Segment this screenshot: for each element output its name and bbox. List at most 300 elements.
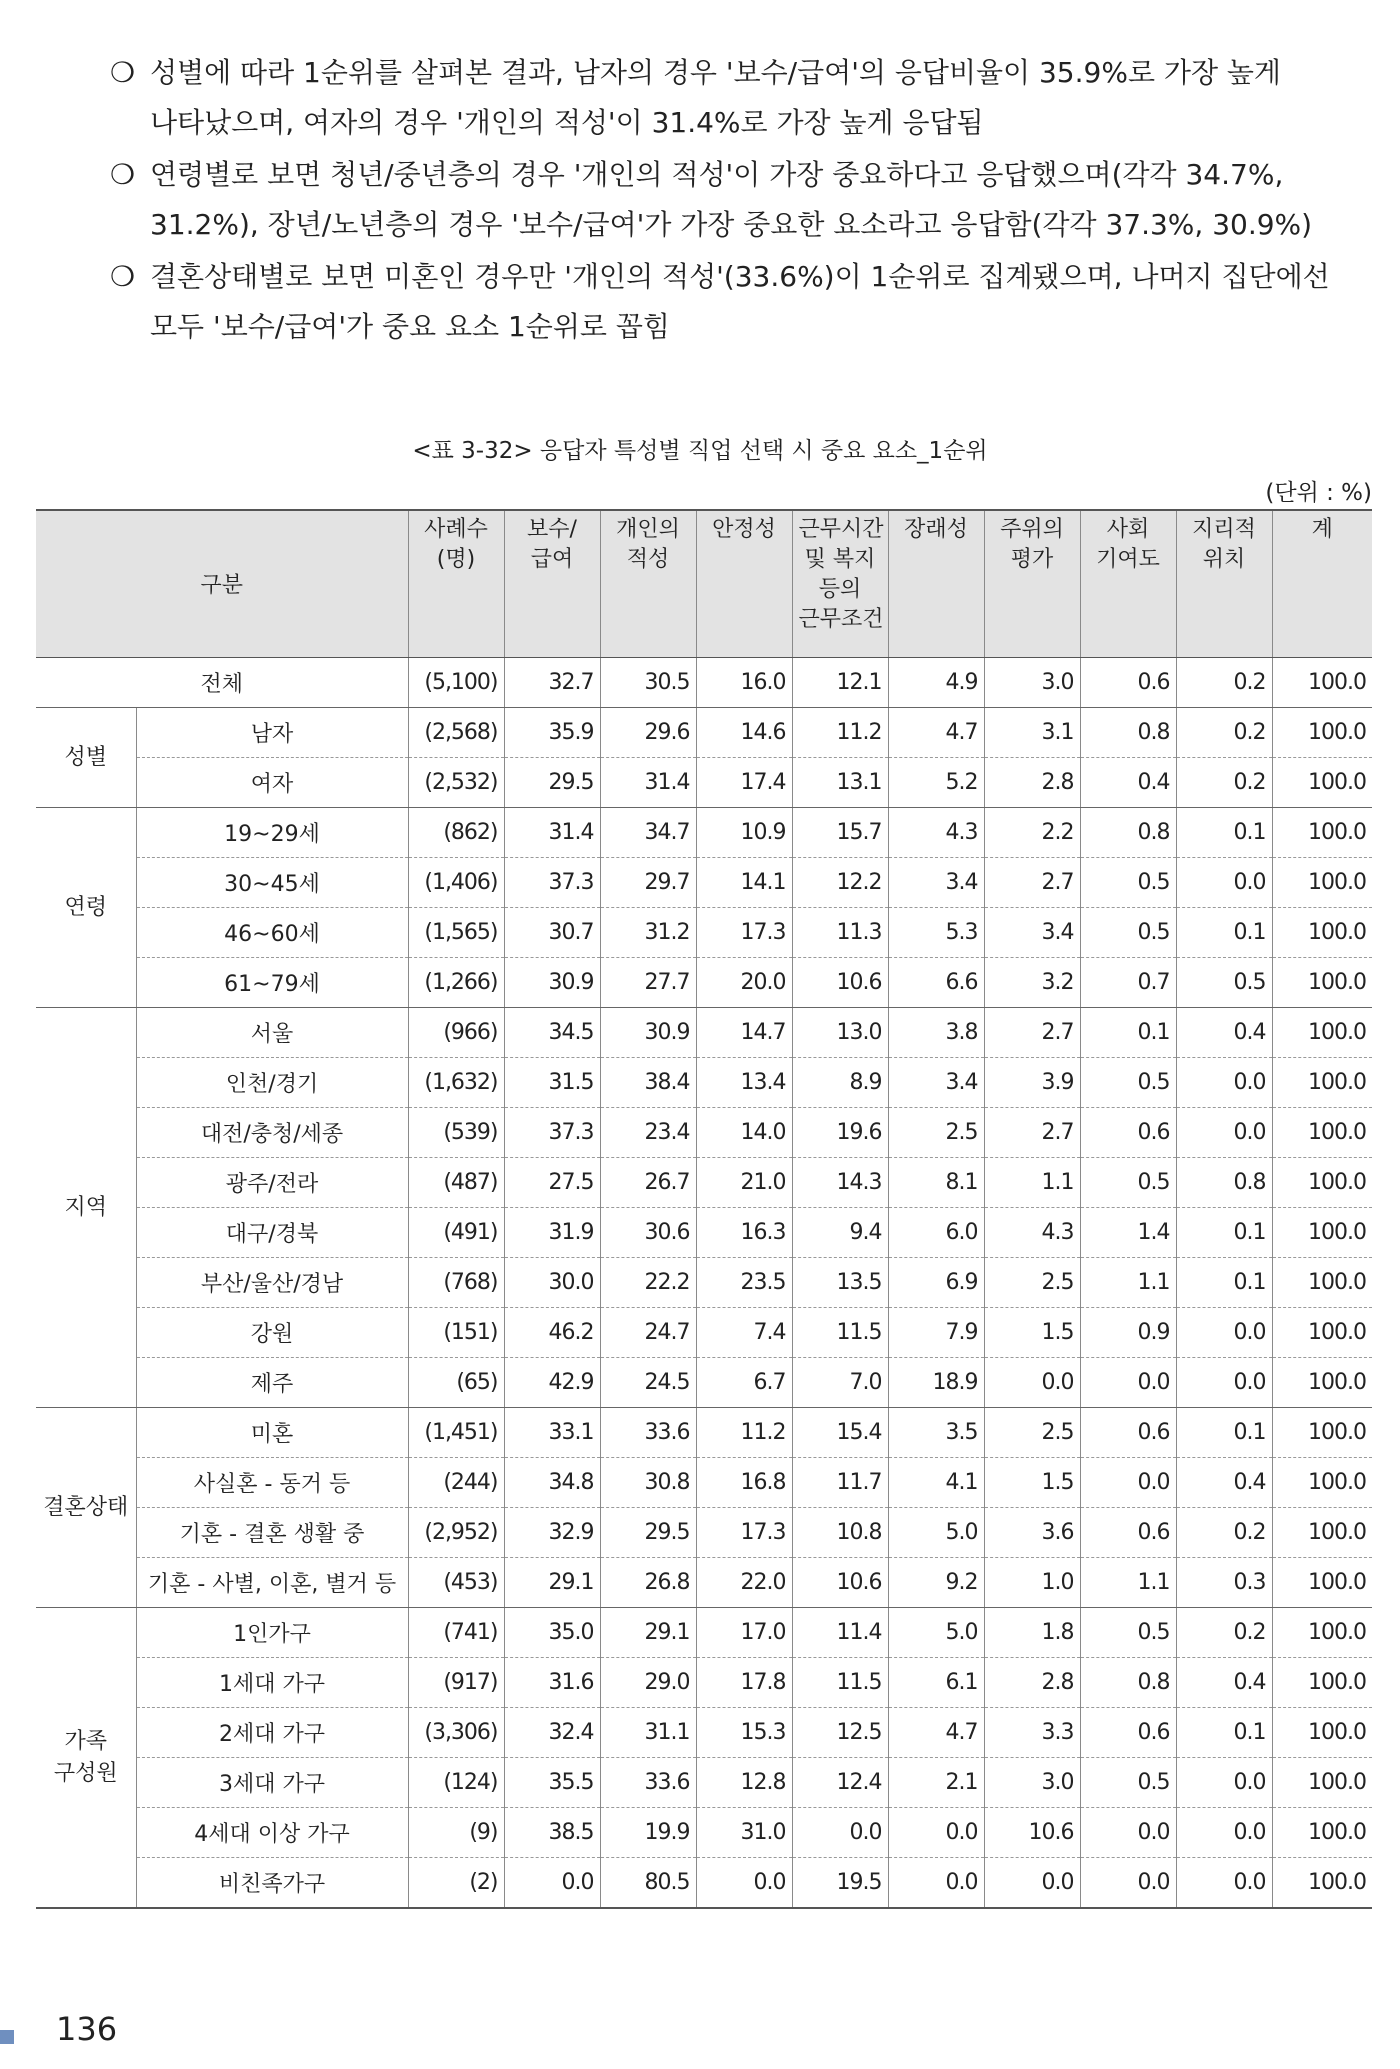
cell-value: 14.6 <box>696 708 792 758</box>
cell-value: 100.0 <box>1272 1258 1372 1308</box>
cell-value: 8.9 <box>792 1058 888 1108</box>
table-row <box>36 1258 1372 1308</box>
row-label: 여자 <box>136 758 408 808</box>
cell-value: 13.1 <box>792 758 888 808</box>
cell-value: 3.4 <box>888 1058 984 1108</box>
group-label-line: 결혼상태 <box>43 1494 129 1520</box>
cell-value: 19.6 <box>792 1108 888 1158</box>
cell-value: 6.9 <box>888 1258 984 1308</box>
cell-value: 3.3 <box>984 1708 1080 1758</box>
cell-value: 100.0 <box>1272 958 1372 1008</box>
cell-value: 0.5 <box>1080 1758 1176 1808</box>
header-stability <box>696 510 792 658</box>
cell-value: 42.9 <box>504 1358 600 1408</box>
row-label: 46~60세 <box>136 908 408 958</box>
cell-value: 9.2 <box>888 1558 984 1608</box>
cell-value: 3.1 <box>984 708 1080 758</box>
cell-value: 2.8 <box>984 1658 1080 1708</box>
cell-value: 100.0 <box>1272 1608 1372 1658</box>
cell-value: 6.7 <box>696 1358 792 1408</box>
table-row <box>36 908 1372 958</box>
table-row <box>36 758 1372 808</box>
cell-value: 0.0 <box>1176 858 1272 908</box>
cell-value: 27.5 <box>504 1158 600 1208</box>
cell-value: 12.2 <box>792 858 888 908</box>
header-line: 안정성 <box>712 517 776 542</box>
cell-value: 1.0 <box>984 1558 1080 1608</box>
cell-value: 34.8 <box>504 1458 600 1508</box>
cell-cases: (124) <box>408 1758 504 1808</box>
header-line: 적성 <box>626 547 670 572</box>
cell-value: 16.0 <box>696 658 792 708</box>
cell-value: 6.6 <box>888 958 984 1008</box>
cell-value: 7.0 <box>792 1358 888 1408</box>
header-contribution <box>1080 510 1176 658</box>
cell-value: 29.1 <box>504 1558 600 1608</box>
cell-value: 3.9 <box>984 1058 1080 1108</box>
cell-value: 0.0 <box>1080 1858 1176 1909</box>
cell-cases: (453) <box>408 1558 504 1608</box>
header-line: (명) <box>436 547 476 572</box>
cell-value: 1.4 <box>1080 1208 1176 1258</box>
table-row <box>36 1458 1372 1508</box>
cell-value: 0.6 <box>1080 1408 1176 1458</box>
cell-value: 15.3 <box>696 1708 792 1758</box>
cell-value: 1.8 <box>984 1608 1080 1658</box>
cell-value: 0.8 <box>1080 808 1176 858</box>
cell-value: 100.0 <box>1272 1658 1372 1708</box>
cell-value: 37.3 <box>504 858 600 908</box>
table-row <box>36 1158 1372 1208</box>
table-row <box>36 1658 1372 1708</box>
cell-value: 0.9 <box>1080 1308 1176 1358</box>
cell-value: 0.4 <box>1176 1458 1272 1508</box>
circle-bullet-icon: ❍ <box>110 260 136 293</box>
cell-cases: (2,532) <box>408 758 504 808</box>
cell-value: 17.8 <box>696 1658 792 1708</box>
cell-value: 35.9 <box>504 708 600 758</box>
table-row-total <box>36 658 1372 708</box>
cell-value: 31.2 <box>600 908 696 958</box>
cell-value: 0.2 <box>1176 658 1272 708</box>
group-label <box>36 708 136 808</box>
cell-value: 11.3 <box>792 908 888 958</box>
cell-value: 0.6 <box>1080 1508 1176 1558</box>
row-label: 부산/울산/경남 <box>136 1258 408 1308</box>
header-total <box>1272 510 1372 658</box>
cell-cases: (1,632) <box>408 1058 504 1108</box>
cell-value: 0.1 <box>1176 1258 1272 1308</box>
header-line: 근무시간 <box>798 517 884 542</box>
page-marker <box>0 2030 14 2044</box>
cell-value: 12.4 <box>792 1758 888 1808</box>
cell-value: 29.6 <box>600 708 696 758</box>
table-header-row <box>36 510 1372 658</box>
cell-value: 26.7 <box>600 1158 696 1208</box>
cell-value: 9.4 <box>792 1208 888 1258</box>
cell-value: 100.0 <box>1272 908 1372 958</box>
cell-value: 29.0 <box>600 1658 696 1708</box>
cell-value: 12.8 <box>696 1758 792 1808</box>
cell-value: 0.8 <box>1080 708 1176 758</box>
header-line: 등의 <box>818 577 862 602</box>
cell-cases: (768) <box>408 1258 504 1308</box>
cell-cases: (1,565) <box>408 908 504 958</box>
cell-value: 100.0 <box>1272 1808 1372 1858</box>
cell-cases: (487) <box>408 1158 504 1208</box>
cell-value: 17.3 <box>696 908 792 958</box>
group-label-line: 지역 <box>64 1194 107 1220</box>
cell-value: 33.1 <box>504 1408 600 1458</box>
cell-value: 11.4 <box>792 1608 888 1658</box>
cell-value: 4.7 <box>888 1708 984 1758</box>
cell-value: 29.1 <box>600 1608 696 1658</box>
cell-value: 0.8 <box>1176 1158 1272 1208</box>
row-label: 1세대 가구 <box>136 1658 408 1708</box>
cell-value: 100.0 <box>1272 1758 1372 1808</box>
cell-value: 2.8 <box>984 758 1080 808</box>
cell-value: 5.2 <box>888 758 984 808</box>
cell-value: 32.4 <box>504 1708 600 1758</box>
cell-value: 0.1 <box>1176 1408 1272 1458</box>
cell-value: 31.1 <box>600 1708 696 1758</box>
cell-value: 100.0 <box>1272 1858 1372 1909</box>
cell-value: 17.3 <box>696 1508 792 1558</box>
cell-value: 29.5 <box>504 758 600 808</box>
cell-value: 0.0 <box>888 1808 984 1858</box>
row-label: 기혼 - 결혼 생활 중 <box>136 1508 408 1558</box>
cell-value: 14.1 <box>696 858 792 908</box>
bullet-line: 모두 '보수/급여'가 중요 요소 1순위로 꼽힘 <box>150 310 670 343</box>
row-label: 서울 <box>136 1008 408 1058</box>
cell-value: 6.1 <box>888 1658 984 1708</box>
cell-cases: (2,568) <box>408 708 504 758</box>
cell-cases: (244) <box>408 1458 504 1508</box>
cell-value: 0.1 <box>1176 808 1272 858</box>
cell-value: 0.4 <box>1080 758 1176 808</box>
cell-value: 100.0 <box>1272 658 1372 708</box>
table-row <box>36 1408 1372 1458</box>
cell-value: 30.7 <box>504 908 600 958</box>
table-row <box>36 958 1372 1008</box>
header-line: 보수/ <box>527 517 577 542</box>
cell-value: 0.6 <box>1080 658 1176 708</box>
cell-value: 3.4 <box>984 908 1080 958</box>
cell-value: 18.9 <box>888 1358 984 1408</box>
cell-value: 6.0 <box>888 1208 984 1258</box>
cell-value: 20.0 <box>696 958 792 1008</box>
cell-value: 27.7 <box>600 958 696 1008</box>
cell-value: 31.5 <box>504 1058 600 1108</box>
cell-value: 2.7 <box>984 1108 1080 1158</box>
header-cases <box>408 510 504 658</box>
row-label: 사실혼 - 동거 등 <box>136 1458 408 1508</box>
table-row <box>36 1758 1372 1808</box>
cell-value: 4.3 <box>984 1208 1080 1258</box>
row-label: 3세대 가구 <box>136 1758 408 1808</box>
table-row <box>36 1008 1372 1058</box>
row-label: 2세대 가구 <box>136 1708 408 1758</box>
header-line: 위치 <box>1202 547 1246 572</box>
row-label: 남자 <box>136 708 408 758</box>
cell-cases: (3,306) <box>408 1708 504 1758</box>
table-row <box>36 858 1372 908</box>
row-label: 대구/경북 <box>136 1208 408 1258</box>
cell-value: 11.2 <box>792 708 888 758</box>
header-location <box>1176 510 1272 658</box>
table-row <box>36 1358 1372 1408</box>
cell-value: 31.0 <box>696 1808 792 1858</box>
cell-value: 2.2 <box>984 808 1080 858</box>
table-row <box>36 1058 1372 1108</box>
row-label: 전체 <box>36 658 408 708</box>
cell-value: 33.6 <box>600 1758 696 1808</box>
cell-value: 1.1 <box>984 1158 1080 1208</box>
cell-value: 46.2 <box>504 1308 600 1358</box>
cell-value: 10.8 <box>792 1508 888 1558</box>
cell-value: 100.0 <box>1272 1308 1372 1358</box>
summary-bullets <box>110 48 1340 354</box>
cell-value: 100.0 <box>1272 1058 1372 1108</box>
cell-value: 30.0 <box>504 1258 600 1308</box>
cell-value: 10.6 <box>792 1558 888 1608</box>
cell-cases: (966) <box>408 1008 504 1058</box>
cell-value: 100.0 <box>1272 708 1372 758</box>
bullet-line: 나타났으며, 여자의 경우 '개인의 적성'이 31.4%로 가장 높게 응답됨 <box>150 106 984 139</box>
cell-value: 0.1 <box>1176 1708 1272 1758</box>
cell-value: 11.2 <box>696 1408 792 1458</box>
cell-value: 0.0 <box>1176 1308 1272 1358</box>
group-label <box>36 1008 136 1408</box>
table-row <box>36 1608 1372 1658</box>
header-aptitude <box>600 510 696 658</box>
cell-value: 19.9 <box>600 1808 696 1858</box>
cell-value: 30.8 <box>600 1458 696 1508</box>
cell-value: 100.0 <box>1272 758 1372 808</box>
cell-value: 35.0 <box>504 1608 600 1658</box>
header-line: 주위의 <box>1000 517 1064 542</box>
cell-value: 0.5 <box>1080 1058 1176 1108</box>
cell-value: 19.5 <box>792 1858 888 1909</box>
group-label-line: 가족 <box>64 1728 107 1754</box>
cell-value: 29.7 <box>600 858 696 908</box>
cell-value: 0.0 <box>504 1858 600 1909</box>
cell-value: 100.0 <box>1272 1508 1372 1558</box>
cell-value: 7.4 <box>696 1308 792 1358</box>
cell-value: 0.0 <box>888 1858 984 1909</box>
cell-cases: (491) <box>408 1208 504 1258</box>
cell-value: 0.5 <box>1080 908 1176 958</box>
cell-value: 8.1 <box>888 1158 984 1208</box>
cell-value: 3.4 <box>888 858 984 908</box>
cell-value: 100.0 <box>1272 1208 1372 1258</box>
cell-cases: (1,266) <box>408 958 504 1008</box>
cell-value: 0.2 <box>1176 1608 1272 1658</box>
cell-value: 3.8 <box>888 1008 984 1058</box>
cell-value: 0.6 <box>1080 1108 1176 1158</box>
cell-value: 31.4 <box>504 808 600 858</box>
bullet-item <box>110 252 1340 352</box>
cell-value: 17.4 <box>696 758 792 808</box>
cell-value: 34.5 <box>504 1008 600 1058</box>
cell-value: 30.9 <box>504 958 600 1008</box>
cell-value: 2.5 <box>984 1258 1080 1308</box>
cell-value: 33.6 <box>600 1408 696 1458</box>
cell-value: 100.0 <box>1272 858 1372 908</box>
circle-bullet-icon: ❍ <box>110 56 136 89</box>
cell-value: 32.9 <box>504 1508 600 1558</box>
header-category: 구분 <box>36 510 408 658</box>
cell-value: 13.5 <box>792 1258 888 1308</box>
row-label: 기혼 - 사별, 이혼, 별거 등 <box>136 1558 408 1608</box>
cell-cases: (917) <box>408 1658 504 1708</box>
table-row <box>36 1308 1372 1358</box>
cell-value: 13.0 <box>792 1008 888 1058</box>
header-prospects <box>888 510 984 658</box>
cell-value: 0.2 <box>1176 708 1272 758</box>
header-line: 지리적 <box>1192 517 1256 542</box>
cell-value: 15.7 <box>792 808 888 858</box>
cell-value: 0.1 <box>1176 1208 1272 1258</box>
cell-value: 0.7 <box>1080 958 1176 1008</box>
row-label: 대전/충청/세종 <box>136 1108 408 1158</box>
row-label: 제주 <box>136 1358 408 1408</box>
cell-value: 0.1 <box>1080 1008 1176 1058</box>
circle-bullet-icon: ❍ <box>110 158 136 191</box>
cell-value: 24.7 <box>600 1308 696 1358</box>
cell-cases: (9) <box>408 1808 504 1858</box>
cell-value: 0.4 <box>1176 1658 1272 1708</box>
cell-value: 7.9 <box>888 1308 984 1358</box>
cell-value: 0.0 <box>1176 1808 1272 1858</box>
row-label: 4세대 이상 가구 <box>136 1808 408 1858</box>
table-row <box>36 1708 1372 1758</box>
cell-value: 4.7 <box>888 708 984 758</box>
bullet-line: 성별에 따라 1순위를 살펴본 결과, 남자의 경우 '보수/급여'의 응답비율이 35.9%로 가장 높게 <box>150 56 1281 89</box>
cell-value: 15.4 <box>792 1408 888 1458</box>
cell-value: 30.5 <box>600 658 696 708</box>
cell-value: 12.1 <box>792 658 888 708</box>
cell-value: 0.0 <box>1080 1808 1176 1858</box>
group-label <box>36 1608 136 1909</box>
table-row <box>36 1858 1372 1909</box>
header-line: 장래성 <box>904 517 968 542</box>
cell-value: 38.4 <box>600 1058 696 1108</box>
cell-value: 0.5 <box>1080 1158 1176 1208</box>
cell-cases: (741) <box>408 1608 504 1658</box>
cell-value: 31.6 <box>504 1658 600 1708</box>
bullet-line: 결혼상태별로 보면 미혼인 경우만 '개인의 적성'(33.6%)이 1순위로 집계됐으며, 나머지 집단에선 <box>150 260 1330 293</box>
row-label: 1인가구 <box>136 1608 408 1658</box>
cell-value: 0.5 <box>1080 858 1176 908</box>
cell-cases: (862) <box>408 808 504 858</box>
cell-value: 35.5 <box>504 1758 600 1808</box>
cell-value: 22.0 <box>696 1558 792 1608</box>
table-body <box>36 658 1372 1909</box>
cell-value: 3.5 <box>888 1408 984 1458</box>
cell-value: 80.5 <box>600 1858 696 1909</box>
cell-value: 14.7 <box>696 1008 792 1058</box>
cell-cases: (151) <box>408 1308 504 1358</box>
cell-value: 100.0 <box>1272 808 1372 858</box>
row-label: 강원 <box>136 1308 408 1358</box>
cell-value: 1.5 <box>984 1458 1080 1508</box>
cell-value: 0.6 <box>1080 1708 1176 1758</box>
table-row <box>36 708 1372 758</box>
table-row <box>36 1208 1372 1258</box>
cell-value: 0.0 <box>1080 1358 1176 1408</box>
cell-cases: (2) <box>408 1858 504 1909</box>
cell-value: 12.5 <box>792 1708 888 1758</box>
row-label: 인천/경기 <box>136 1058 408 1108</box>
cell-value: 16.3 <box>696 1208 792 1258</box>
table-row <box>36 1108 1372 1158</box>
table-unit: (단위 : %) <box>1265 480 1372 506</box>
cell-value: 29.5 <box>600 1508 696 1558</box>
cell-value: 0.0 <box>984 1358 1080 1408</box>
cell-value: 1.1 <box>1080 1558 1176 1608</box>
header-conditions <box>792 510 888 658</box>
cell-value: 17.0 <box>696 1608 792 1658</box>
cell-value: 11.5 <box>792 1308 888 1358</box>
cell-value: 31.9 <box>504 1208 600 1258</box>
cell-value: 14.3 <box>792 1158 888 1208</box>
cell-value: 4.9 <box>888 658 984 708</box>
cell-value: 30.6 <box>600 1208 696 1258</box>
cell-value: 0.0 <box>984 1858 1080 1909</box>
row-label: 광주/전라 <box>136 1158 408 1208</box>
page-number: 136 <box>56 2010 118 2048</box>
header-line: 개인의 <box>616 517 680 542</box>
cell-value: 100.0 <box>1272 1358 1372 1408</box>
cell-value: 2.7 <box>984 858 1080 908</box>
cell-cases: (5,100) <box>408 658 504 708</box>
cell-value: 100.0 <box>1272 1158 1372 1208</box>
header-line: 계 <box>1311 517 1333 542</box>
cell-value: 0.0 <box>1176 1858 1272 1909</box>
table-row <box>36 1558 1372 1608</box>
cell-value: 3.6 <box>984 1508 1080 1558</box>
cell-value: 100.0 <box>1272 1558 1372 1608</box>
header-line: 급여 <box>530 547 574 572</box>
cell-value: 21.0 <box>696 1158 792 1208</box>
cell-value: 0.5 <box>1080 1608 1176 1658</box>
cell-cases: (2,952) <box>408 1508 504 1558</box>
cell-value: 2.7 <box>984 1008 1080 1058</box>
cell-value: 0.0 <box>1176 1758 1272 1808</box>
cell-value: 0.3 <box>1176 1558 1272 1608</box>
cell-value: 0.0 <box>696 1858 792 1909</box>
cell-value: 0.0 <box>1080 1458 1176 1508</box>
cell-value: 0.2 <box>1176 758 1272 808</box>
cell-value: 0.2 <box>1176 1508 1272 1558</box>
cell-value: 0.1 <box>1176 908 1272 958</box>
cell-value: 0.8 <box>1080 1658 1176 1708</box>
group-label-line: 구성원 <box>53 1760 118 1786</box>
cell-value: 3.0 <box>984 1758 1080 1808</box>
cell-value: 100.0 <box>1272 1708 1372 1758</box>
cell-value: 37.3 <box>504 1108 600 1158</box>
cell-value: 14.0 <box>696 1108 792 1158</box>
cell-value: 30.9 <box>600 1008 696 1058</box>
cell-value: 32.7 <box>504 658 600 708</box>
header-line: 사회 <box>1106 517 1150 542</box>
row-label: 19~29세 <box>136 808 408 858</box>
group-label-line: 성별 <box>64 744 107 770</box>
cell-value: 23.4 <box>600 1108 696 1158</box>
row-label: 30~45세 <box>136 858 408 908</box>
group-label <box>36 1408 136 1608</box>
